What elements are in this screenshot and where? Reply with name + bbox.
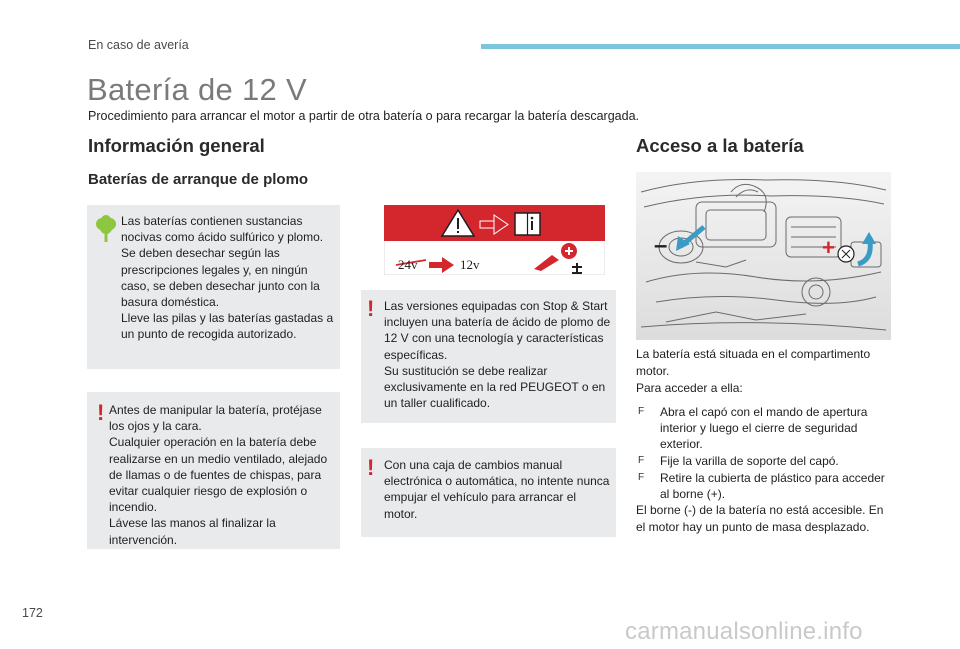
safety-warning-box (87, 392, 340, 549)
lead-batteries-subheading: Baterías de arranque de plomo (88, 171, 309, 188)
stopstart-warning-box (361, 290, 616, 423)
access-steps-list (636, 404, 888, 503)
watermark-text: carmanualsonline.info (625, 618, 863, 645)
voltage-12-label: 12v (460, 257, 480, 272)
step-marker: F (638, 455, 645, 466)
plus-terminal-cover-icon (838, 246, 854, 262)
safety-warning-text: Antes de manipular la batería, protéjase los ojos y la cara. Cualquier operación en la batería debe realizarse en un medio ventilado, alejado de llamas o de fuentes de chispas, para evitar cualquier riesgo de explosión o incendio. Lávese las manos al finalizar la intervención. (109, 403, 328, 547)
list-item (636, 470, 888, 502)
minus-terminal-label: – (654, 232, 668, 259)
page-number: 172 (22, 606, 43, 620)
battery-label-image (384, 205, 605, 275)
battery-location-text: La batería está situada en el compartimento motor. (636, 347, 871, 378)
ground-point-text: El borne (-) de la batería no está accesible. En el motor hay un punto de masa desplazado. (636, 503, 884, 534)
warning-mark: ! (367, 296, 375, 321)
section-label: En caso de avería (88, 38, 189, 52)
voltage-24-label: 24v (398, 257, 418, 272)
engine-bay-image (636, 172, 891, 340)
page-title: Batería de 12 V (87, 72, 307, 107)
plus-terminal-label: + (822, 235, 835, 260)
step-text: Retire la cubierta de plástico para acceder al borne (+). (660, 471, 885, 501)
battery-access-heading: Acceso a la batería (636, 135, 804, 156)
manual-book-icon (515, 213, 540, 235)
warning-mark: ! (367, 455, 375, 480)
gearbox-warning-box (361, 448, 616, 537)
warning-mark: ! (97, 400, 105, 425)
access-intro-text: Para acceder a ella: (636, 381, 743, 395)
stopstart-warning-text: Las versiones equipadas con Stop & Start incluyen una batería de ácido de plomo de 12 V con una tecnología y características específicas. Su sustitución se debe realizar exclusivamente en la red PEUGEOT o en un taller cualificado. (384, 299, 611, 411)
step-marker: F (638, 472, 645, 483)
eco-info-box (87, 205, 340, 369)
step-marker: F (638, 406, 645, 417)
list-item (636, 404, 888, 452)
eco-tree-icon (95, 215, 117, 243)
header-accent-bar (481, 44, 960, 49)
eco-box-text: Las baterías contienen sustancias nocivas como ácido sulfúrico y plomo. Se deben desechar según las prescripciones legales y, en ningún caso, se deben desechar junto con la basura doméstica. Lleve las pilas y las baterías gastadas a un punto de recogida autorizado. (121, 214, 334, 342)
list-item (636, 453, 888, 469)
step-text: Fije la varilla de soporte del capó. (660, 454, 839, 468)
gearbox-warning-text: Con una caja de cambios manual electrónica o automática, no intente nunca empujar el vehículo para arrancar el motor. (384, 458, 610, 521)
general-info-heading: Información general (88, 135, 265, 156)
step-text: Abra el capó con el mando de apertura interior y luego el cierre de seguridad exterior. (660, 405, 868, 451)
page-subtitle: Procedimiento para arrancar el motor a partir de otra batería o para recargar la batería descargada. (88, 109, 639, 123)
